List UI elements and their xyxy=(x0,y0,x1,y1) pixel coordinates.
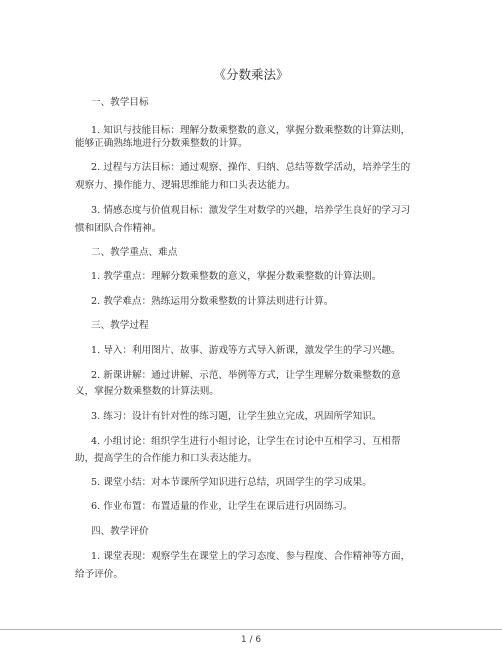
section-heading-key-points: 二、教学重点、难点 xyxy=(91,247,178,258)
paragraph-line: 1. 导入：利用图片、故事、游戏等方式导入新课，激发学生的学习兴趣。 xyxy=(91,345,401,356)
paragraph-line: 2. 教学难点：熟练运用分数乘整数的计算法则进行计算。 xyxy=(91,296,334,307)
paragraph-line: 义，掌握分数乘整数的计算法则。 xyxy=(75,386,219,397)
paragraph-line: 助，提高学生的合作能力和口头表达能力。 xyxy=(75,453,258,464)
paragraph-line: 2. 新课讲解：通过讲解、示范、举例等方式，让学生理解分数乘整数的意 xyxy=(91,370,401,381)
section-heading-evaluation: 四、教学评价 xyxy=(91,526,149,537)
paragraph-line: 3. 练习：设计有针对性的练习题，让学生独立完成，巩固所学知识。 xyxy=(91,411,382,422)
paragraph-line: 1. 知识与技能目标：理解分数乘整数的意义，掌握分数乘整数的计算法则， xyxy=(91,125,411,136)
page-number: 1 / 6 xyxy=(240,635,262,645)
footer-divider xyxy=(0,629,502,630)
paragraph-line: 3. 情感态度与价值观目标：激发学生对数学的兴趣，培养学生良好的学习习 xyxy=(91,205,411,216)
section-heading-process: 三、教学过程 xyxy=(91,320,149,331)
paragraph-line: 2. 过程与方法目标：通过观察、操作、归纳、总结等数学活动，培养学生的 xyxy=(91,162,411,173)
paragraph-line: 4. 小组讨论：组织学生进行小组讨论，让学生在讨论中互相学习、互相帮 xyxy=(91,436,401,447)
document-title: 《分数乘法》 xyxy=(213,67,289,82)
paragraph-line: 惯和团队合作精神。 xyxy=(75,223,162,234)
paragraph-line: 1. 课堂表现：观察学生在课堂上的学习态度、参与程度、合作精神等方面， xyxy=(91,551,411,562)
paragraph-line: 1. 教学重点：理解分数乘整数的意义，掌握分数乘整数的计算法则。 xyxy=(91,271,382,282)
paragraph-line: 能够正确熟练地进行分数乘整数的计算。 xyxy=(75,138,248,149)
paragraph-line: 5. 课堂小结：对本节课所学知识进行总结，巩固学生的学习成果。 xyxy=(91,477,372,488)
paragraph-line: 观察力、操作能力、逻辑思维能力和口头表达能力。 xyxy=(75,180,296,191)
section-heading-objectives: 一、教学目标 xyxy=(91,97,149,108)
paragraph-line: 给予评价。 xyxy=(75,569,123,580)
paragraph-line: 6. 作业布置：布置适量的作业，让学生在课后进行巩固练习。 xyxy=(91,501,353,512)
